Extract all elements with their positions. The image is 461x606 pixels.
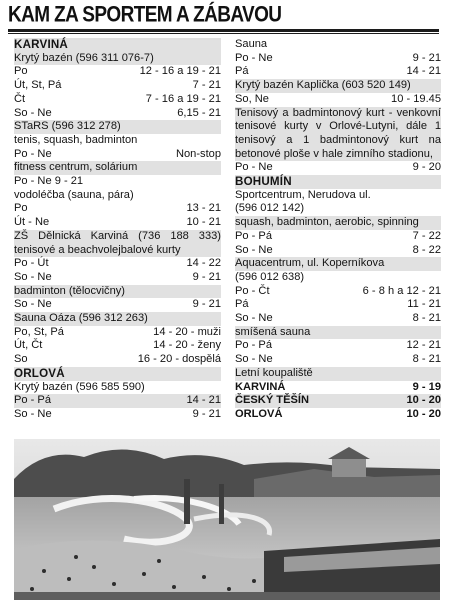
schedule-row: [14, 216, 221, 230]
schedule-days: ČESKÝ TĚŠÍN: [235, 394, 309, 407]
schedule-row: [235, 381, 441, 395]
schedule-hours: 16 - 20 - dospělá: [137, 353, 221, 366]
schedule-hours: 8 - 21: [412, 353, 441, 366]
city-heading: KARVINÁ: [14, 38, 221, 52]
schedule-hours: 14 - 20 - muži: [153, 325, 221, 338]
venue-title: Sauna: [235, 38, 268, 50]
schedule-hours: 9 - 19: [412, 380, 441, 393]
schedule-days: Út, St, Pá: [14, 79, 62, 92]
schedule-row: [235, 298, 441, 312]
city-heading: ORLOVÁ: [14, 367, 221, 381]
schedule-row: [14, 65, 221, 79]
schedule-row: [14, 353, 221, 367]
schedule-days: Čt: [14, 92, 26, 105]
city-heading: BOHUMÍN: [235, 175, 441, 189]
schedule-hours: 9 - 21: [192, 407, 221, 420]
schedule-days: Po - Ne 9 - 21: [14, 175, 84, 188]
schedule-days: Po - Ne: [14, 147, 52, 160]
schedule-hours: 7 - 22: [412, 229, 441, 242]
venue-title: Sportcentrum, Nerudova ul.: [235, 188, 371, 201]
venue-activity: tenis, squash, badminton: [14, 133, 138, 146]
schedule-row: [14, 202, 221, 216]
schedule-hours: Non-stop: [175, 147, 221, 160]
schedule-hours: 14 - 21: [406, 65, 441, 78]
left-listing-column: [14, 38, 221, 422]
schedule-days: So - Ne: [235, 243, 273, 256]
schedule-row: [235, 93, 441, 107]
schedule-hours: 8 - 22: [412, 243, 441, 256]
schedule-hours: 10 - 21: [186, 216, 221, 229]
schedule-days: Po - Pá: [235, 339, 272, 352]
venue-title: STaRS (596 312 278): [14, 120, 221, 134]
schedule-hours: 14 - 22: [186, 257, 221, 270]
schedule-row: [235, 161, 441, 175]
schedule-days: Po, St, Pá: [14, 325, 64, 338]
schedule-hours: 12 - 16 a 19 - 21: [139, 65, 221, 78]
schedule-row: [14, 271, 221, 285]
schedule-days: Út - Ne: [14, 216, 50, 229]
schedule-hours: 14 - 21: [186, 394, 221, 407]
schedule-days: Po - Čt: [235, 284, 270, 297]
schedule-hours: 14 - 20 - ženy: [153, 339, 221, 352]
venue-activity: vodoléčba (sauna, pára): [14, 188, 134, 201]
venue-title: Krytý bazén Kaplička (603 520 149): [235, 79, 441, 93]
schedule-hours: 11 - 21: [407, 298, 441, 311]
venue-title: Aquacentrum, ul. Koperníkova: [235, 257, 441, 271]
schedule-hours: 6,15 - 21: [177, 106, 221, 119]
schedule-days: Pá: [235, 298, 249, 311]
schedule-hours: 9 - 20: [412, 161, 441, 174]
schedule-row: [235, 230, 441, 244]
venue-title: (596 012 142): [235, 202, 305, 215]
schedule-row: [14, 257, 221, 271]
right-listing-column: [235, 38, 441, 422]
schedule-row: [235, 52, 441, 66]
schedule-days: Po - Ne: [235, 51, 273, 64]
schedule-days: So - Ne: [14, 106, 52, 119]
schedule-hours: 8 - 21: [412, 312, 441, 325]
schedule-hours: 6 - 8 h a 12 - 21: [362, 284, 441, 297]
schedule-hours: 12 - 21: [406, 339, 441, 352]
schedule-hours: 10 - 20: [406, 394, 441, 407]
schedule-days: Po - Út: [14, 257, 49, 270]
headline-rule-bottom: [8, 33, 439, 34]
schedule-hours: 9 - 21: [412, 51, 441, 64]
schedule-days: So - Ne: [235, 353, 273, 366]
venue-title: Krytý bazén (596 585 590): [14, 380, 145, 393]
headline-rule-top: [8, 29, 439, 32]
venue-description: ZŠ Dělnická Karviná (736 188 333) tenisové a beachvolejbalové kurty: [14, 229, 221, 256]
schedule-days: Po - Ne: [235, 161, 273, 174]
schedule-row: [14, 79, 221, 93]
venue-activity: badminton (tělocvičny): [14, 285, 221, 299]
schedule-row: [14, 148, 221, 162]
venue-title: (596 012 638): [235, 270, 305, 283]
schedule-days: ORLOVÁ: [235, 407, 283, 420]
schedule-days: Po - Pá: [235, 229, 272, 242]
schedule-days: So: [14, 353, 28, 366]
schedule-row: [235, 339, 441, 353]
schedule-row: [235, 353, 441, 367]
venue-description: Tenisový a badmintonový kurt - venkovní tenisové kurty v Orlové-Lutyni, dále 1 tenisový a 1 badmintonový kurt na betonové ploše v hale zimního stadionu,: [235, 106, 441, 160]
schedule-days: So - Ne: [14, 407, 52, 420]
schedule-row: [235, 285, 441, 299]
schedule-days: So - Ne: [235, 312, 273, 325]
aquapark-photo: [14, 439, 440, 600]
schedule-hours: 9 - 21: [192, 270, 221, 283]
schedule-hours: 9 - 21: [192, 298, 221, 311]
aquapark-photo-illustration: [14, 439, 440, 600]
venue-title: Letní koupaliště: [235, 367, 441, 381]
schedule-days: Po: [14, 202, 28, 215]
schedule-hours: 7 - 16 a 19 - 21: [145, 92, 221, 105]
schedule-row: [235, 244, 441, 258]
schedule-days: KARVINÁ: [235, 380, 286, 393]
schedule-days: Út, Čt: [14, 339, 43, 352]
schedule-days: Po: [14, 65, 28, 78]
schedule-row: [14, 298, 221, 312]
schedule-hours: 13 - 21: [186, 202, 221, 215]
schedule-row: [14, 175, 221, 189]
schedule-hours: 7 - 21: [192, 79, 221, 92]
schedule-row: [14, 326, 221, 340]
venue-activity: squash, badminton, aerobic, spinning: [235, 216, 441, 230]
schedule-row: [235, 408, 441, 422]
schedule-hours: 10 - 19.45: [391, 92, 441, 105]
venue-activity: smíšená sauna: [235, 326, 441, 340]
schedule-days: Pá: [235, 65, 249, 78]
venue-title: Sauna Oáza (596 312 263): [14, 312, 221, 326]
schedule-days: So, Ne: [235, 92, 269, 105]
venue-title: Krytý bazén (596 311 076-7): [14, 52, 221, 66]
schedule-row: [14, 408, 221, 422]
schedule-days: So - Ne: [14, 270, 52, 283]
schedule-days: So - Ne: [14, 298, 52, 311]
schedule-row: [14, 107, 221, 121]
schedule-row: [14, 339, 221, 353]
schedule-row: [235, 394, 441, 408]
schedule-row: [235, 312, 441, 326]
schedule-row: [14, 93, 221, 107]
venue-activity: fitness centrum, solárium: [14, 161, 221, 175]
page-headline: KAM ZA SPORTEM A ZÁBAVOU: [8, 3, 282, 28]
schedule-days: Po - Pá: [14, 394, 51, 407]
schedule-row: [235, 65, 441, 79]
schedule-hours: 10 - 20: [406, 407, 441, 420]
schedule-row: [14, 394, 221, 408]
